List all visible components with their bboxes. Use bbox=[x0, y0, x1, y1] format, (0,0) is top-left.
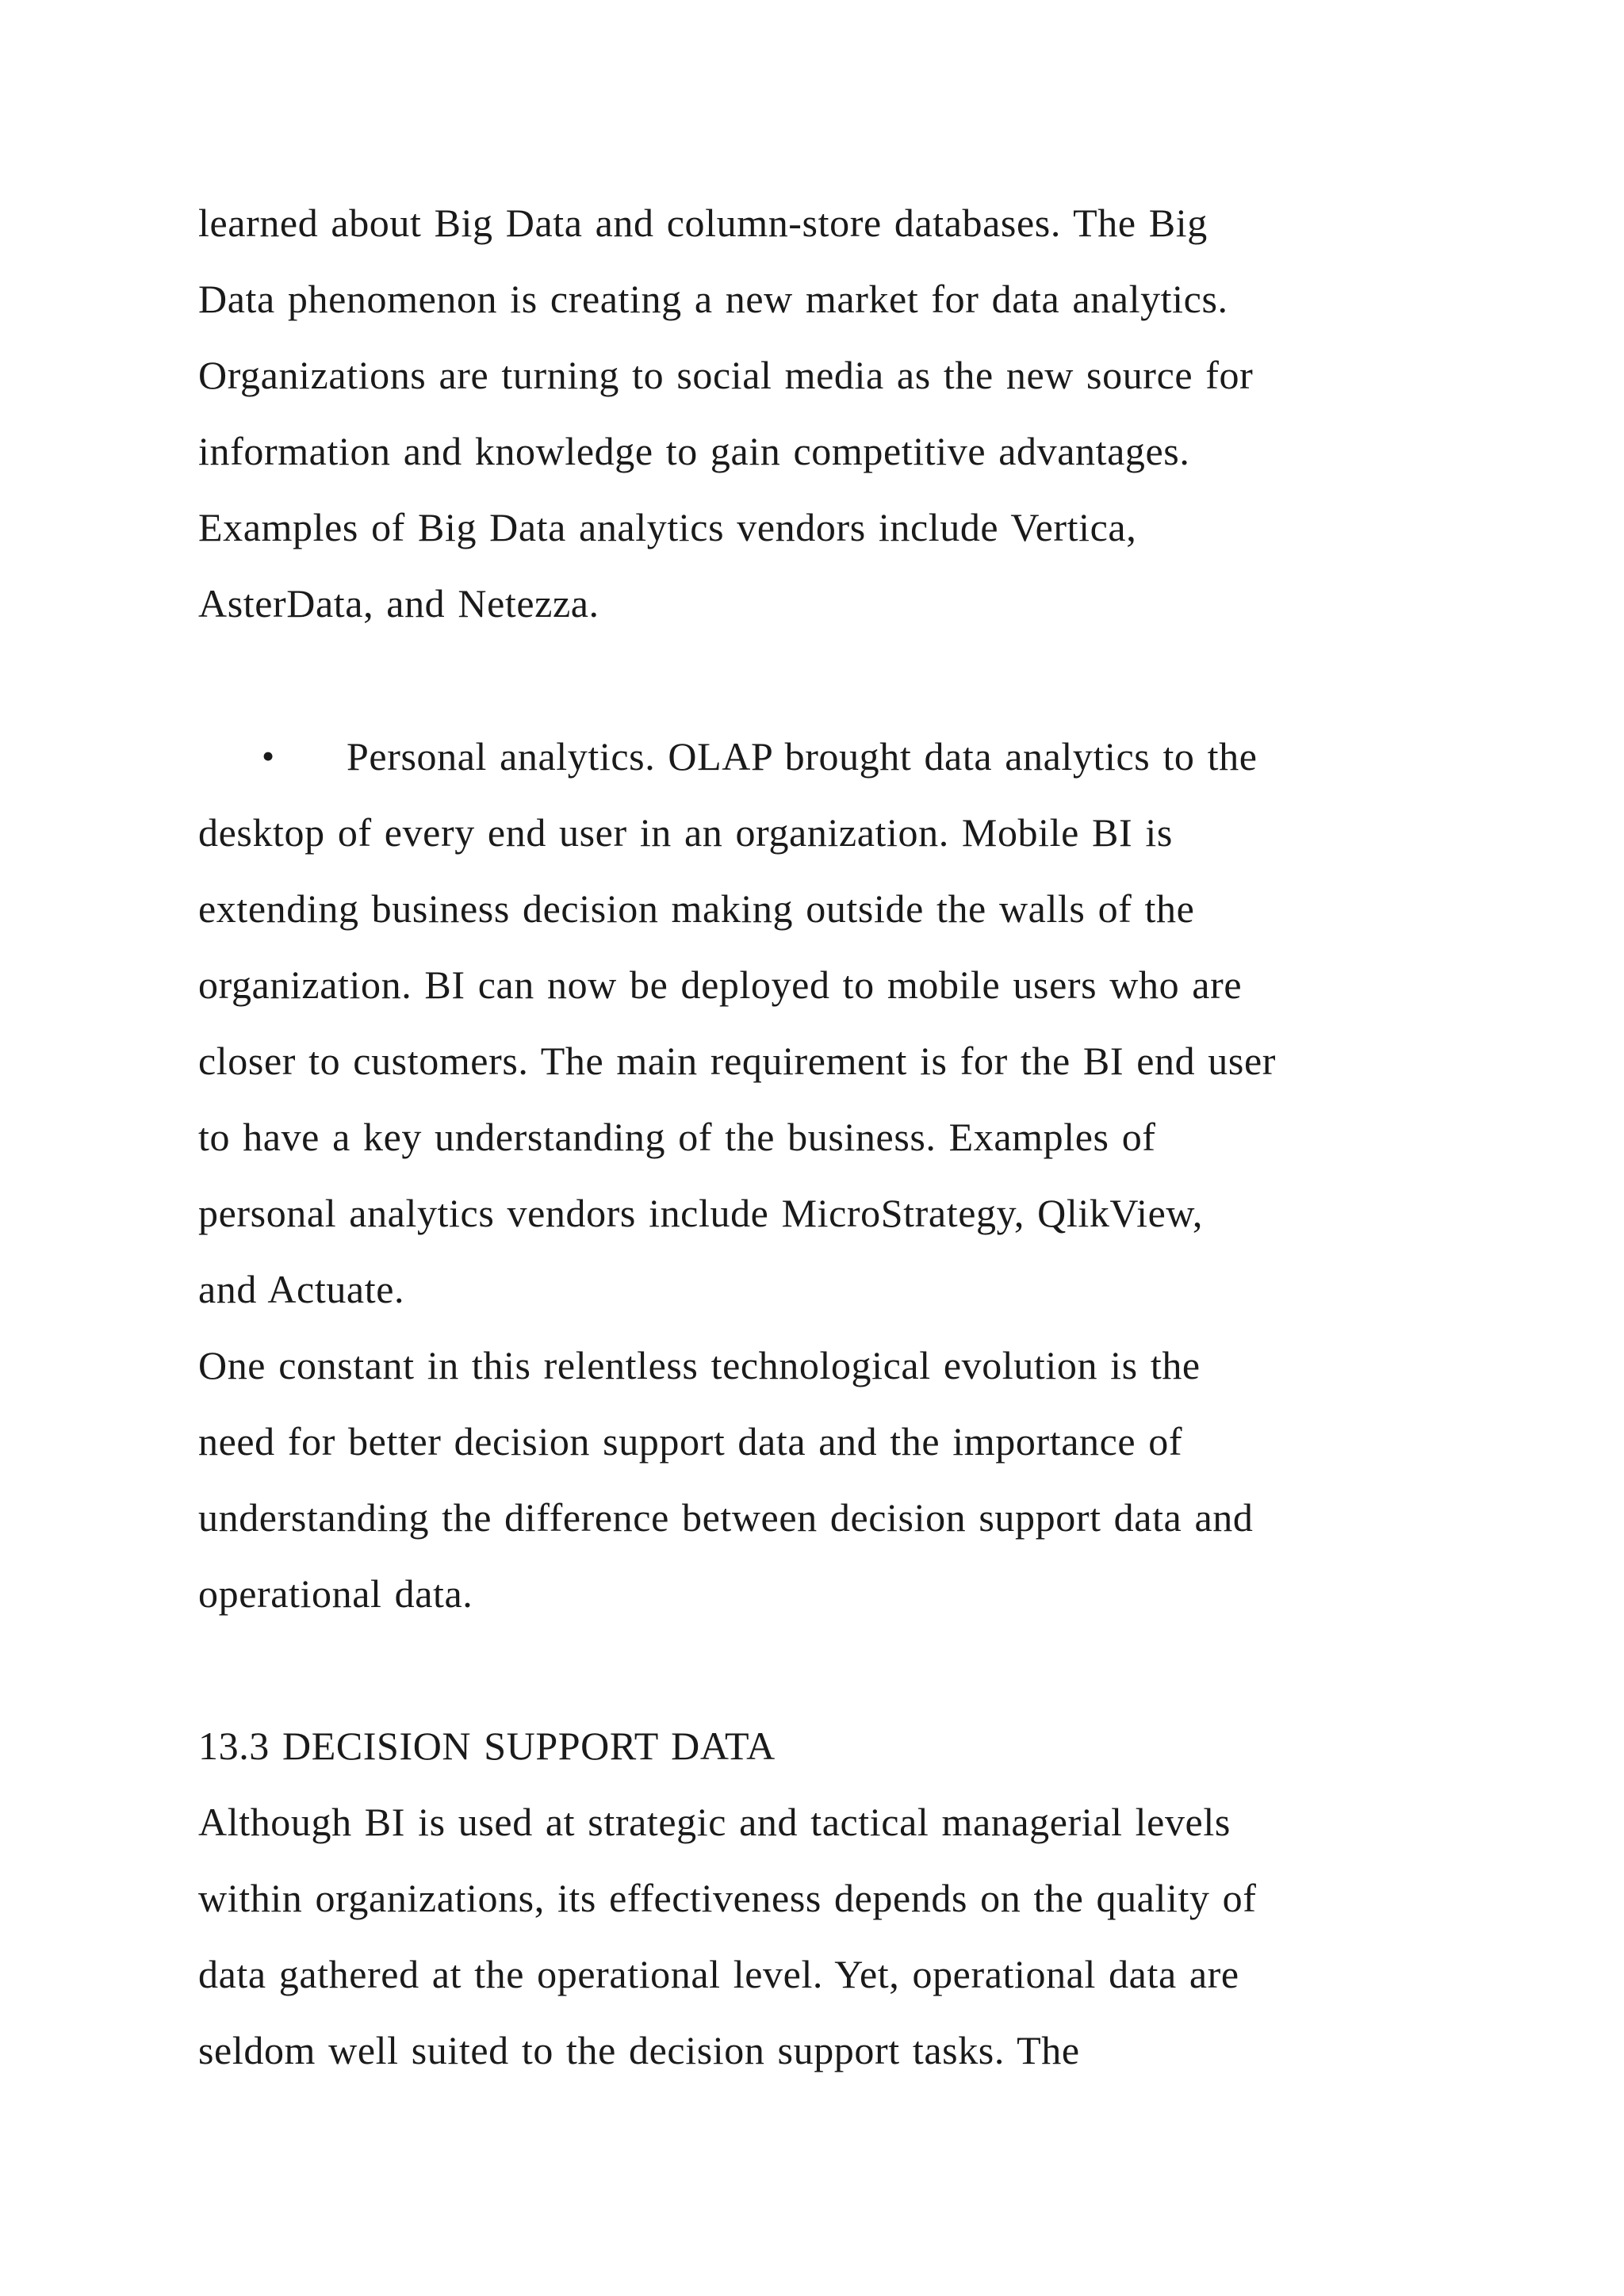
text-line: need for better decision support data and the importance of bbox=[198, 1419, 1183, 1464]
text-line: closer to customers. The main requirement is for the BI end user bbox=[198, 1039, 1276, 1083]
text-line: operational data. bbox=[198, 1571, 473, 1616]
text-line: Organizations are turning to social media as the new source for bbox=[198, 353, 1254, 397]
text-line: information and knowledge to gain competitive advantages. bbox=[198, 429, 1190, 473]
text-line: Examples of Big Data analytics vendors include Vertica, bbox=[198, 505, 1137, 549]
text-line: desktop of every end user in an organization. Mobile BI is bbox=[198, 810, 1173, 855]
text-line: within organizations, its effectiveness depends on the quality of bbox=[198, 1876, 1257, 1920]
section-heading: 13.3 DECISION SUPPORT DATA bbox=[198, 1724, 776, 1768]
text-line: extending business decision making outside the walls of the bbox=[198, 886, 1195, 931]
text-line: seldom well suited to the decision support tasks. The bbox=[198, 2028, 1080, 2072]
text-line: data gathered at the operational level. Yet, operational data are bbox=[198, 1952, 1239, 1996]
text-line: and Actuate. bbox=[198, 1267, 405, 1311]
text-line: personal analytics vendors include MicroStrategy, QlikView, bbox=[198, 1191, 1203, 1235]
text-line: Personal analytics. OLAP brought data analytics to the bbox=[347, 734, 1258, 779]
text-line: One constant in this relentless technological evolution is the bbox=[198, 1343, 1201, 1387]
text-line: to have a key understanding of the business. Examples of bbox=[198, 1115, 1156, 1159]
bullet-icon: • bbox=[262, 736, 275, 776]
text-line: understanding the difference between decision support data and bbox=[198, 1495, 1254, 1540]
text-line: AsterData, and Netezza. bbox=[198, 581, 599, 626]
text-line: learned about Big Data and column-store databases. The Big bbox=[198, 201, 1208, 245]
text-line: organization. BI can now be deployed to mobile users who are bbox=[198, 962, 1243, 1007]
text-line: Data phenomenon is creating a new market for data analytics. bbox=[198, 277, 1228, 321]
text-line: Although BI is used at strategic and tactical managerial levels bbox=[198, 1800, 1231, 1844]
